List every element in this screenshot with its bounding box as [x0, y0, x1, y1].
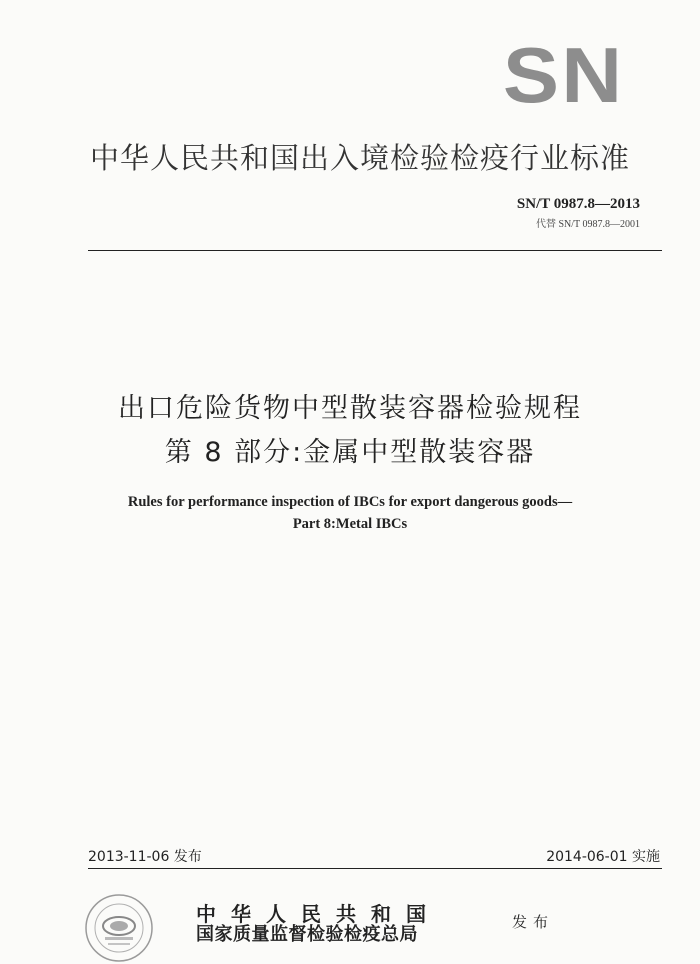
chinese-title-line2: 第 8 部分:金属中型散装容器 — [164, 437, 536, 468]
sn-logo: SN — [502, 31, 625, 119]
english-title-line2: Part 8:Metal IBCs — [292, 516, 408, 532]
standard-number: SN/T 0987.8—2013 — [516, 196, 640, 212]
chinese-title-line1: 出口危险货物中型散装容器检验规程 — [118, 393, 582, 424]
bottom-divider — [88, 868, 662, 869]
top-divider — [88, 250, 662, 251]
standard-category-title: 中华人民共和国出入境检验检疫行业标准 — [90, 141, 631, 175]
official-seal-icon — [83, 892, 155, 964]
standard-code-block — [517, 196, 640, 230]
issuer-agency: 国家质量监督检验检疫总局 — [196, 924, 418, 945]
publish-label: 发布 — [512, 913, 555, 931]
issuer-country: 中华人民共和国 — [196, 902, 441, 926]
issue-date: 2013-11-06 发布 — [88, 849, 202, 865]
english-title-line1: Rules for performance inspection of IBCs for export dangerous goods— — [127, 494, 573, 510]
implementation-date: 2014-06-01 实施 — [546, 849, 660, 865]
replaces-note: 代替 SN/T 0987.8—2001 — [536, 219, 640, 230]
